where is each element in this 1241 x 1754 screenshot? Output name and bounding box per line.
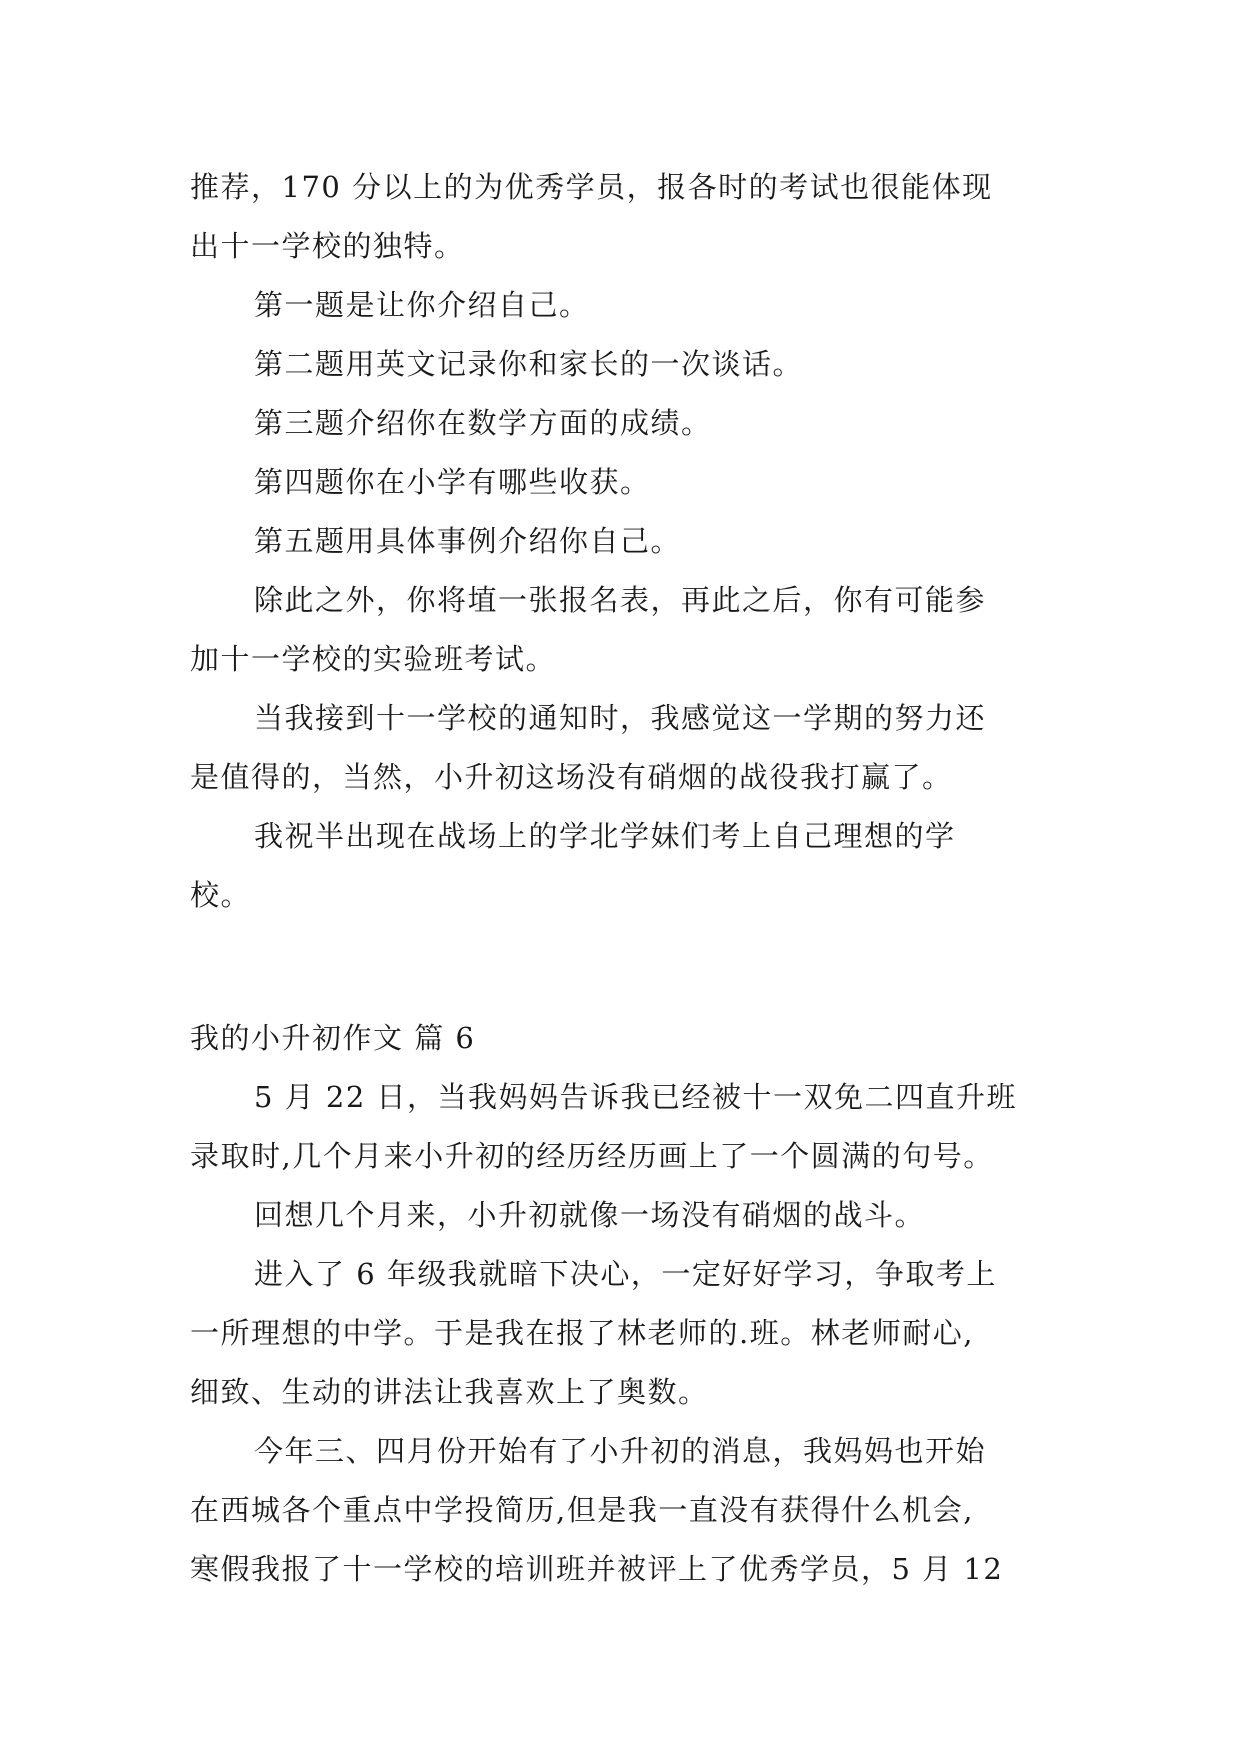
list-item: 第四题你在小学有哪些收获。 — [254, 465, 651, 499]
text-line: 在西城各个重点中学投简历,但是我一直没有获得什么机会, — [190, 1493, 974, 1527]
text-line: 录取时,几个月来小升初的经历经历画上了一个圆满的句号。 — [190, 1139, 994, 1173]
text-line: 我祝半出现在战场上的学北学妹们考上自己理想的学 — [254, 819, 956, 853]
text-line: 寒假我报了十一学校的培训班并被评上了优秀学员，5 月 12 — [190, 1552, 1004, 1586]
document-body — [190, 158, 1052, 1599]
list-item: 第五题用具体事例介绍你自己。 — [254, 524, 682, 558]
section-heading: 我的小升初作文 篇 6 — [190, 1021, 476, 1055]
text-line: 今年三、四月份开始有了小升初的消息，我妈妈也开始 — [254, 1434, 987, 1468]
text-line: 校。 — [190, 878, 252, 912]
text-line: 出十一学校的独特。 — [190, 229, 465, 263]
text-line: 细致、生动的讲法让我喜欢上了奥数。 — [190, 1375, 709, 1409]
text-line: 除此之外，你将埴一张报名表，再此之后，你有可能参 — [254, 583, 987, 617]
text-line: 一所理想的中学。于是我在报了林老师的.班。林老师耐心, — [190, 1316, 974, 1350]
list-item: 第三题介绍你在数学方面的成绩。 — [254, 406, 712, 440]
text-line: 当我接到十一学校的通知时，我感觉这一学期的努力还 — [254, 701, 987, 735]
text-line: 推荐，170 分以上的为优秀学员，报各时的考试也很能体现 — [190, 170, 993, 204]
text-line: 进入了 6 年级我就暗下决心，一定好好学习，争取考上 — [254, 1257, 997, 1291]
text-line: 加十一学校的实验班考试。 — [190, 642, 557, 676]
text-line: 是值得的，当然，小升初这场没有硝烟的战役我打赢了。 — [190, 760, 953, 794]
section-spacer — [190, 925, 1052, 1009]
list-item: 第二题用英文记录你和家长的一次谈话。 — [254, 347, 804, 381]
text-line: 5 月 22 日，当我妈妈告诉我已经被十一双免二四直升班 — [254, 1080, 1018, 1114]
text-line: 回想几个月来，小升初就像一场没有硝烟的战斗。 — [254, 1198, 926, 1232]
list-item: 第一题是让你介绍自己。 — [254, 288, 590, 322]
